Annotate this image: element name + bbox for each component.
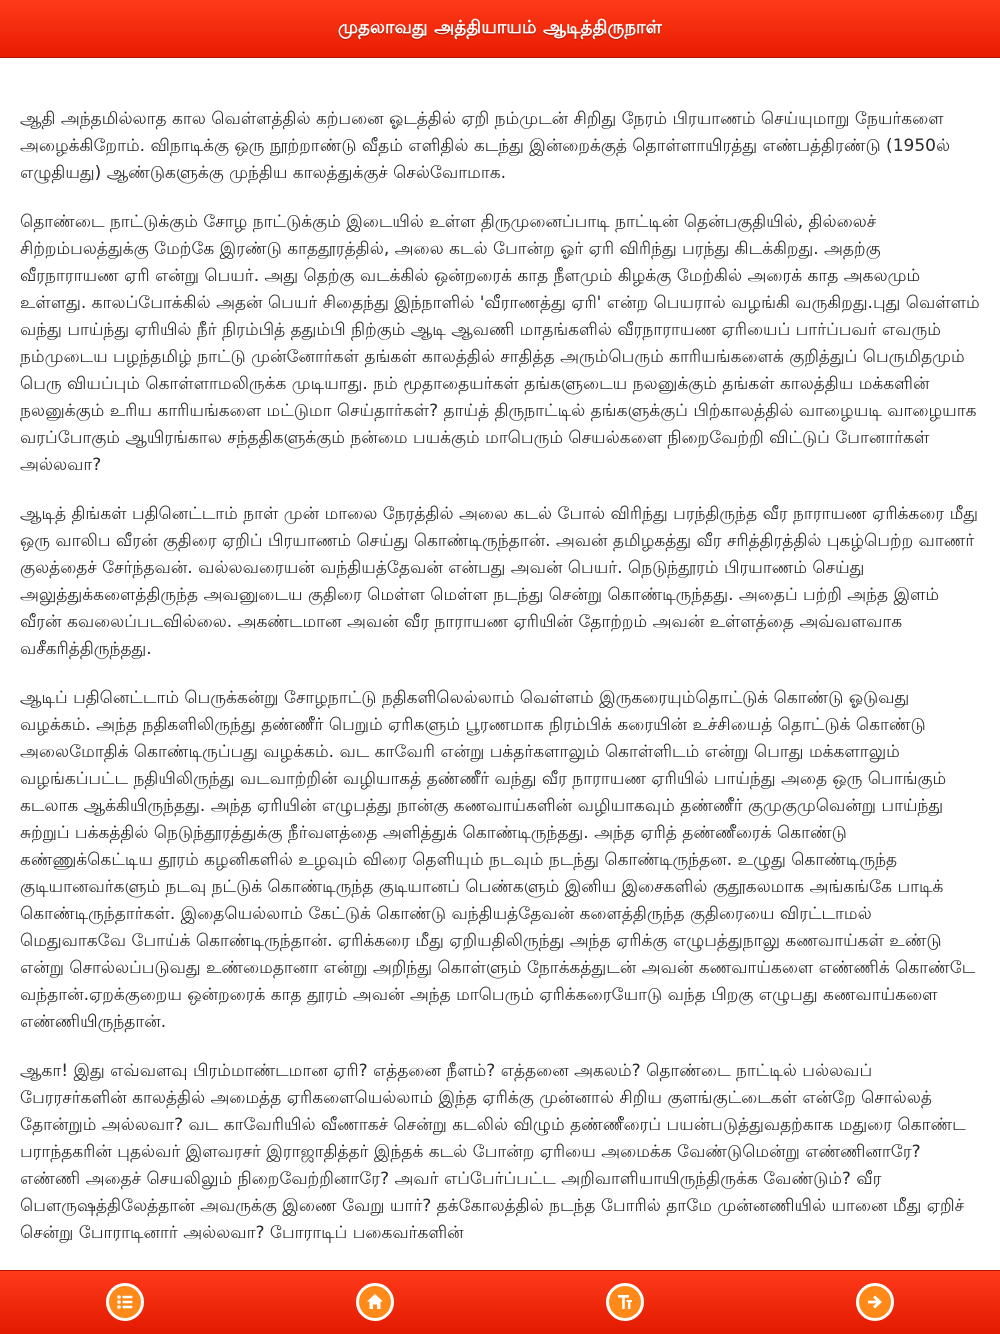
next-chapter-button[interactable] xyxy=(856,1283,894,1321)
paragraph-4: ஆடிப் பதினெட்டாம் பெருக்கன்று சோழநாட்டு நதிகளிலெல்லாம் வெள்ளம் இருகரையும்தொட்டுக் கொண்டு ஓடுவது வழக்கம். அந்த நதிகளிலிருந்து தண்ணீர் பெறும் ஏரிகளும் பூரணமாக நிரம்பிக் கரையின் உச்சியைத் தொட்டுக் கொண்டு அலைமோதிக் கொண்டிருப்பது வழக்கம். வட காவேரி என்று பக்தர்களாலும் கொள்ளிடம் என்று பொது மக்களாலும் வழங்கப்பட்ட நதியிலிருந்து வடவாற்றின் வழியாகத் தண்ணீர் வந்து வீர நாராயண ஏரியில் பாய்ந்து அதை ஒரு பொங்கும் கடலாக ஆக்கியிருந்தது. அந்த ஏரியின் எழுபத்து நான்கு கணவாய்களின் வழியாகவும் தண்ணீர் குமுகுமுவென்று பாய்ந்து சுற்றுப் பக்கத்தில் நெடுந்தூரத்துக்கு நீர்வளத்தை அளித்துக் கொண்டிருந்தது. அந்த ஏரித் தண்ணீரைக் கொண்டு கண்ணுக்கெட்டிய தூரம் கழனிகளில் உழவும் விரை தெளியும் நடவும் நடந்து கொண்டிருந்தன. உழுது கொண்டிருந்த குடியானவர்களும் நடவு நட்டுக் கொண்டிருந்த குடியானப் பெண்களும் இனிய இசைகளில் குதூகலமாக அங்கங்கே பாடிக் கொண்டிருந்தார்கள். இதையெல்லாம் கேட்டுக் கொண்டு வந்தியத்தேவன் களைத்திருந்த குதிரையை விரட்டாமல் மெதுவாகவே போய்க் கொண்டிருந்தான். ஏரிக்கரை மீது ஏறியதிலிருந்து அந்த ஏரிக்கு எழுபத்துநாலு கணவாய்கள் உண்டு என்று சொல்லப்படுவது உண்மைதானா என்று அறிந்து கொள்ளும் நோக்கத்துடன் அவன் கணவாய்களை எண்ணிக் கொண்டே வந்தான்.ஏறக்குறைய ஒன்றரைக் காத தூரம் அவன் அந்த மாபெரும் ஏரிக்கரையோடு வந்த பிறகு எழுபது கணவாய்களை எண்ணியிருந்தான். xyxy=(20,688,976,1032)
home-button[interactable] xyxy=(356,1283,394,1321)
bottom-toolbar xyxy=(0,1270,1000,1334)
text-size-button[interactable] xyxy=(606,1283,644,1321)
chapter-title: முதலாவது அத்தியாயம் ஆடித்திருநாள் xyxy=(337,17,663,38)
paragraph-5: ஆகா! இது எவ்வளவு பிரம்மாண்டமான ஏரி? எத்தனை நீளம்? எத்தனை அகலம்? தொண்டை நாட்டில் பல்லவப் பேரரசர்களின் காலத்தில் அமைத்த ஏரிகளையெல்லாம் இந்த ஏரிக்கு முன்னால் சிறிய குளங்குட்டைகள் என்றே சொல்லத் தோன்றும் அல்லவா? வட காவேரியில் வீணாகச் சென்று கடலில் விழும் தண்ணீரைப் பயன்படுத்துவதற்காக மதுரை கொண்ட பராந்தகரின் புதல்வர் இளவரசர் இராஜாதித்தர் இந்தக் கடல் போன்ற ஏரியை அமைக்க வேண்டுமென்று எண்ணினாரே? எண்ணி அதைச் செயலிலும் நிறைவேற்றினாரே? அவர் எப்பேர்ப்பட்ட அறிவாளியாயிருந்திருக்க வேண்டும்? வீர பௌருஷத்திலேத்தான் அவருக்கு இணை வேறு யார்? தக்கோலத்தில் நடந்த போரில் தாமே முன்னணியில் யானை மீது ஏறிச் சென்று போராடினார் அல்லவா? போராடிப் பகைவர்களின் xyxy=(20,1061,966,1243)
paragraph-2: தொண்டை நாட்டுக்கும் சோழ நாட்டுக்கும் இடையில் உள்ள திருமுனைப்பாடி நாட்டின் தென்பகுதியில், தில்லைச் சிற்றம்பலத்துக்கு மேற்கே இரண்டு காததூரத்தில், அலை கடல் போன்ற ஓர் ஏரி விரிந்து பரந்து கிடக்கிறது. அதற்கு வீரநாராயண ஏரி என்று பெயர். அது தெற்கு வடக்கில் ஒன்றரைக் காத நீளமும் கிழக்கு மேற்கில் அரைக் காத அகலமும் உள்ளது. காலப்போக்கில் அதன் பெயர் சிதைந்து இந்நாளில் 'வீராணத்து ஏரி' என்ற பெயரால் வழங்கி வருகிறது.புது வெள்ளம் வந்து பாய்ந்து ஏரியில் நீர் நிரம்பித் ததும்பி நிற்கும் ஆடி ஆவணி மாதங்களில் வீரநாராயண ஏரியைப் பார்ப்பவர் எவரும் நம்முடைய பழந்தமிழ் நாட்டு முன்னோர்கள் தங்கள் காலத்தில் சாதித்த அரும்பெரும் காரியங்களைக் குறித்துப் பெருமிதமும் பெரு வியப்பும் கொள்ளாமலிருக்க முடியாது. நம் மூதாதையர்கள் தங்களுடைய நலனுக்கும் தங்கள் காலத்திய மக்களின் நலனுக்கும் உரிய காரியங்களை மட்டுமா செய்தார்கள்? தாய்த் திருநாட்டில் தங்களுக்குப் பிற்காலத்தில் வாழையடி வாழையாக வரப்போகும் ஆயிரங்கால சந்ததிகளுக்கும் நன்மை பயக்கும் மாபெரும் செயல்களை நிறைவேற்றி விட்டுப் போனார்கள் அல்லவா? xyxy=(20,212,980,475)
title-bar xyxy=(0,0,1000,58)
list-icon xyxy=(114,1291,136,1313)
home-icon xyxy=(364,1291,386,1313)
chapter-list-button[interactable] xyxy=(106,1283,144,1321)
text-size-icon xyxy=(614,1291,636,1313)
paragraph-1: ஆதி அந்தமில்லாத கால வெள்ளத்தில் கற்பனை ஓடத்தில் ஏறி நம்முடன் சிறிது நேரம் பிரயாணம் செய்யுமாறு நேயர்களை அழைக்கிறோம். விநாடிக்கு ஒரு நூற்றாண்டு வீதம் எளிதில் கடந்து இன்றைக்குத் தொள்ளாயிரத்து எண்பத்திரண்டு (1950ல் எழுதியது) ஆண்டுகளுக்கு முந்திய காலத்துக்குச் செல்வோமாக. xyxy=(20,109,951,183)
paragraph-3: ஆடித் திங்கள் பதினெட்டாம் நாள் முன் மாலை நேரத்தில் அலை கடல் போல் விரிந்து பரந்திருந்த வீர நாராயண ஏரிக்கரை மீது ஒரு வாலிப வீரன் குதிரை ஏறிப் பிரயாணம் செய்து கொண்டிருந்தான். அவன் தமிழகத்து வீர சரித்திரத்தில் புகழ்பெற்ற வாணர் குலத்தைச் சேர்ந்தவன். வல்லவரையன் வந்தியத்தேவன் என்பது அவன் பெயர். நெடுந்தூரம் பிரயாணம் செய்து அலுத்துக்களைத்திருந்த அவனுடைய குதிரை மெள்ள மெள்ள நடந்து சென்று கொண்டிருந்தது. அதைப் பற்றி அந்த இளம் வீரன் கவலைப்படவில்லை. அகண்டமான அவன் வீர நாராயண ஏரியின் தோற்றம் அவன் உள்ளத்தை அவ்வளவாக வசீகரித்திருந்தது. xyxy=(20,504,979,659)
chapter-text-area[interactable] xyxy=(0,58,1000,1270)
arrow-right-icon xyxy=(864,1291,886,1313)
